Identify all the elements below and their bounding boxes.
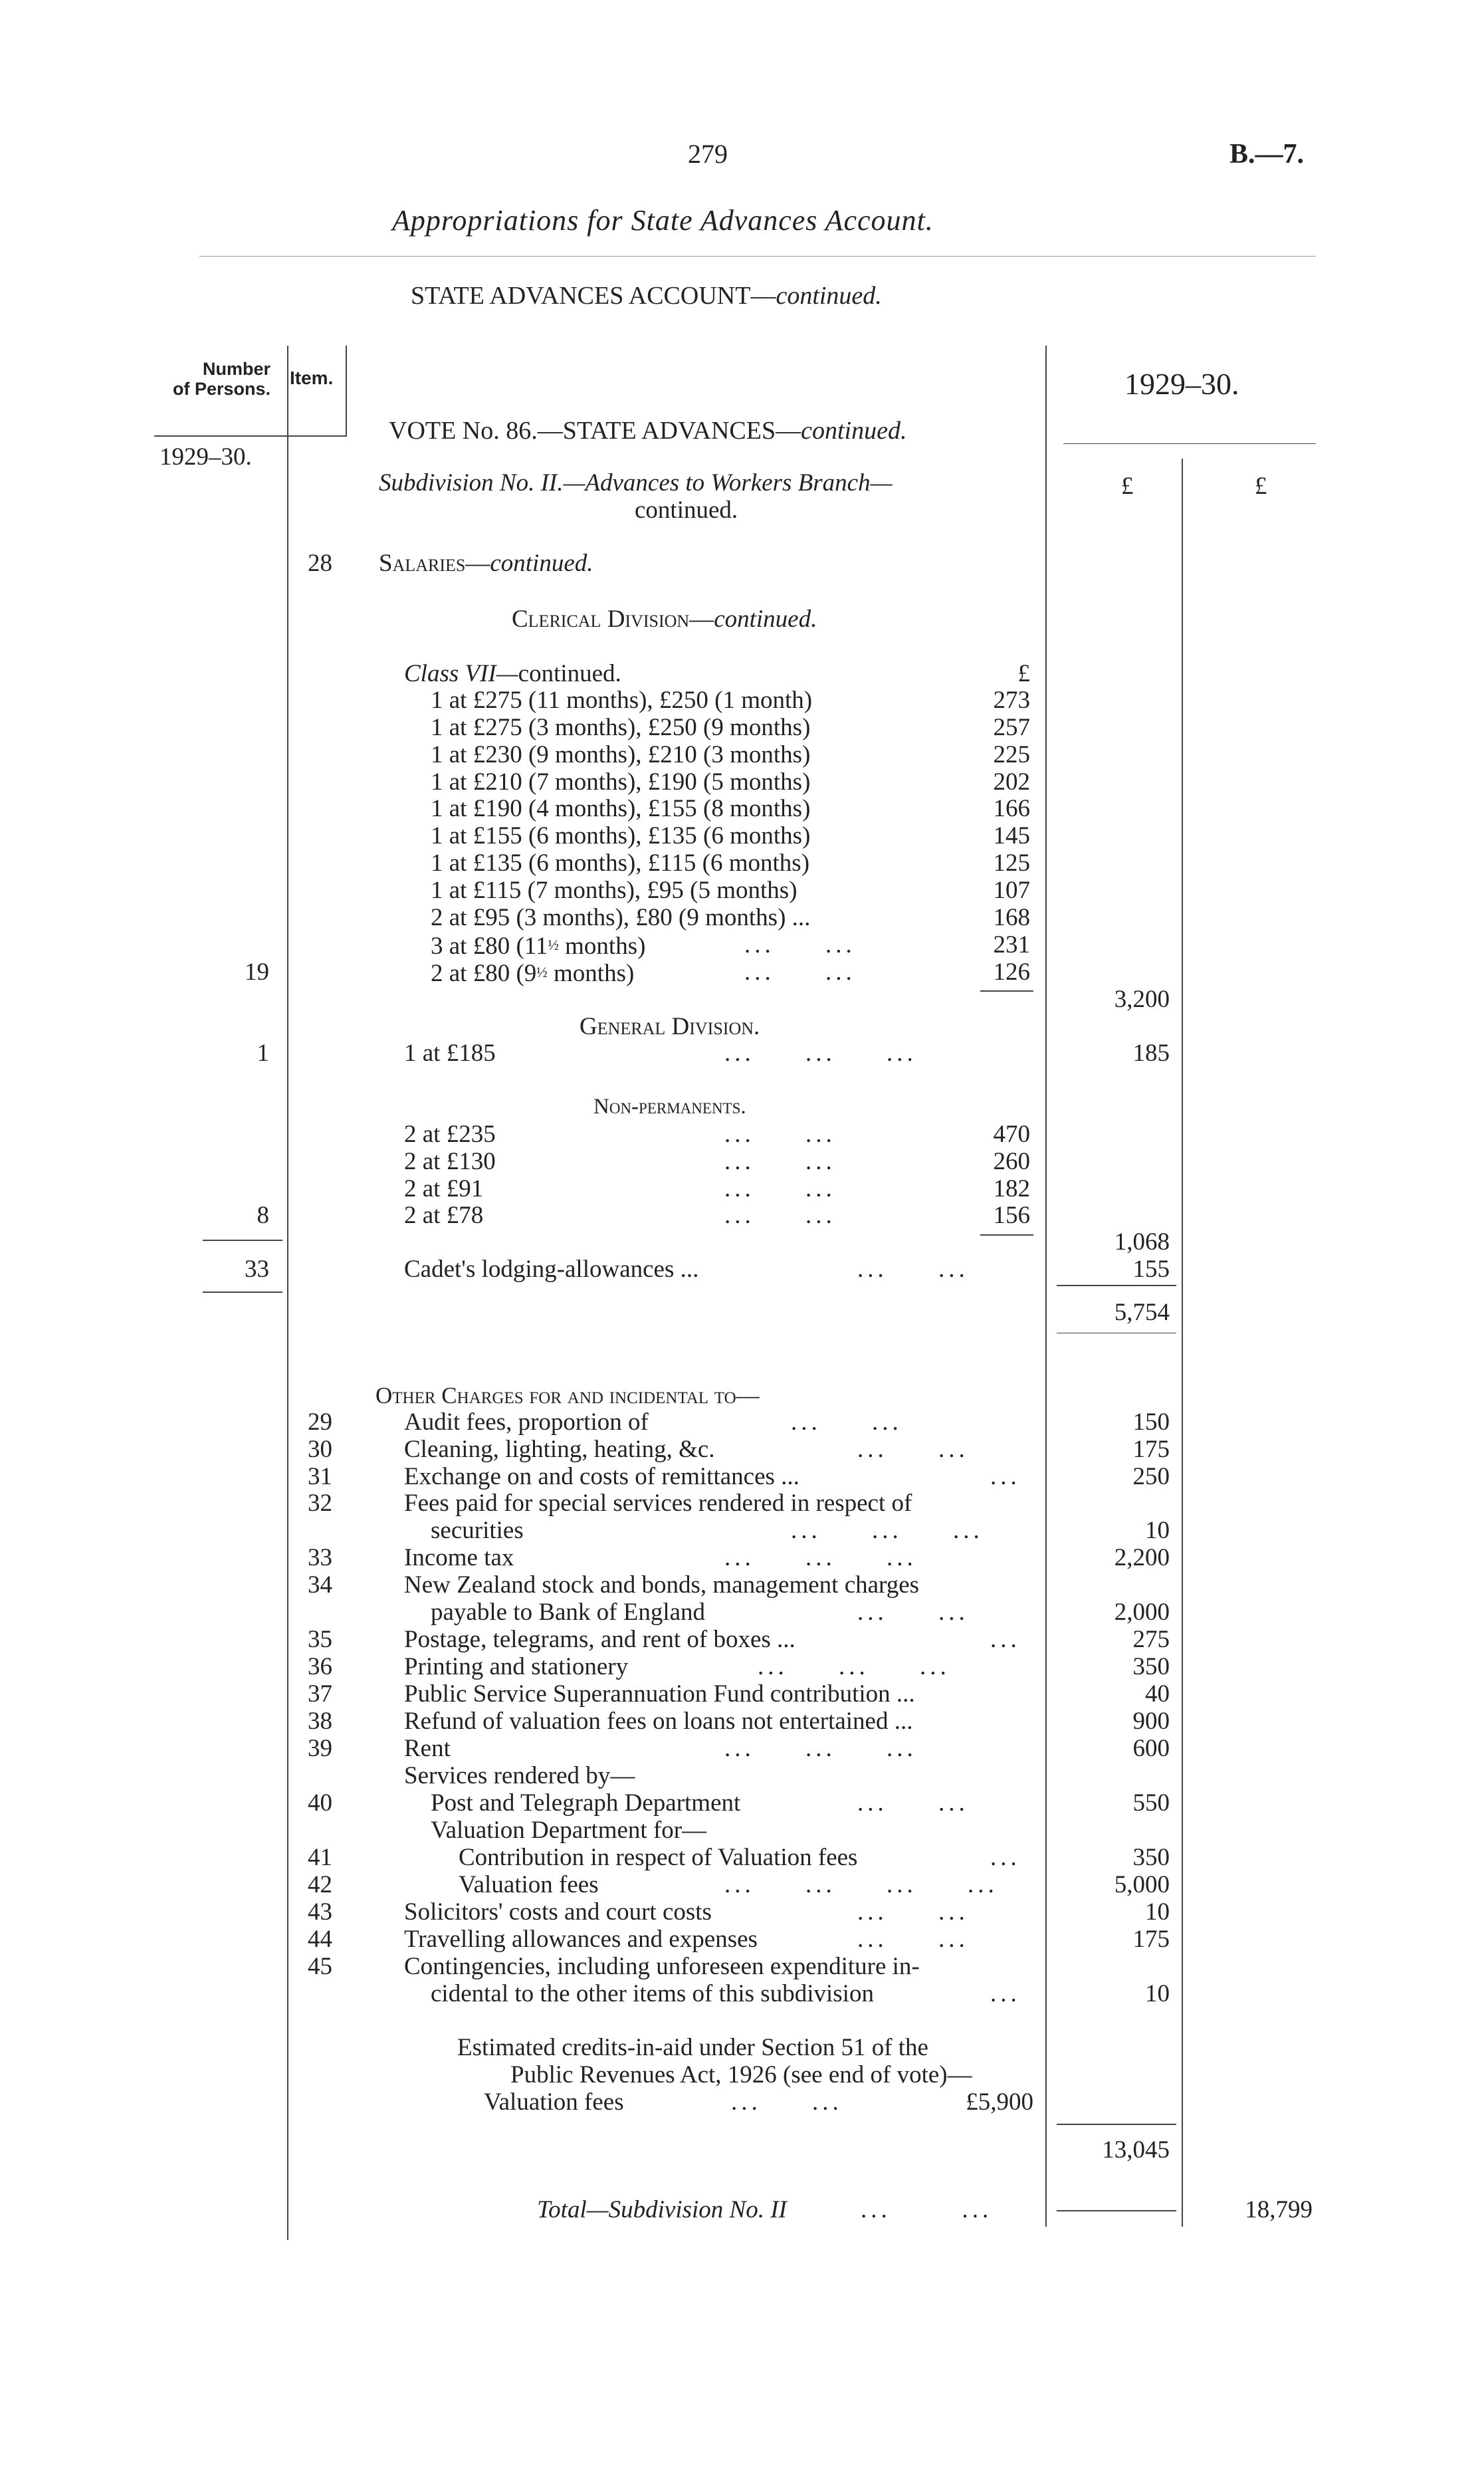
item-header: Item.	[290, 368, 334, 388]
vote-title	[389, 417, 906, 444]
charge-value: 150	[1132, 1408, 1170, 1436]
class-row-text: 1 at £190 (4 months), £155 (8 months)	[431, 795, 811, 822]
persons-header	[154, 359, 270, 399]
class-row-tail: months)	[547, 960, 635, 987]
vote-title-suffix: continued.	[801, 417, 907, 445]
nonperm-row-text: 2 at £78	[404, 1202, 484, 1229]
class-currency: £	[1017, 660, 1030, 687]
clerical-heading	[512, 606, 817, 633]
clerical-heading-suffix: continued.	[714, 606, 817, 633]
persons-total-rule	[203, 1291, 282, 1293]
total-label: Total—Subdivision No. II	[537, 2196, 787, 2223]
charge-value: 10	[1145, 1517, 1170, 1544]
charge-item: 45	[308, 1953, 332, 1980]
document-reference: B.—7.	[1229, 139, 1305, 169]
credits-line3: Valuation fees	[484, 2088, 624, 2116]
dot-leader: ...	[990, 1463, 1021, 1490]
dot-leader: ... ... ...	[758, 1653, 950, 1680]
persons-year: 1929–30.	[159, 443, 252, 471]
charge-item: 37	[308, 1680, 332, 1708]
dot-leader: ... ...	[857, 1599, 969, 1626]
class-heading	[404, 661, 621, 687]
charge-value: 10	[1145, 1898, 1170, 1926]
charge-text: Fees paid for special services rendered in respect of	[404, 1490, 912, 1517]
persons-header-line2: of Persons.	[172, 379, 270, 399]
charge-text: Travelling allowances and expenses	[404, 1926, 758, 1953]
class-row-text: 1 at £115 (7 months), £95 (5 months)	[431, 877, 797, 904]
class-total: 3,200	[1114, 986, 1170, 1013]
dot-leader: ... ...	[744, 931, 856, 958]
account-title-prefix: STATE ADVANCES ACCOUNT—	[411, 282, 776, 310]
class-row-text: 2 at £95 (3 months), £80 (9 months) ...	[431, 904, 811, 931]
dot-leader: ... ...	[724, 1148, 836, 1175]
charge-value: 175	[1132, 1436, 1170, 1463]
class-row-fraction: ½	[548, 937, 559, 953]
charge-item: 40	[308, 1789, 332, 1817]
dot-leader: ... ... ...	[724, 1735, 917, 1762]
charge-text: Contribution in respect of Valuation fees	[459, 1844, 858, 1871]
title-rule	[199, 256, 1316, 257]
nonperm-row-value: 260	[993, 1148, 1030, 1175]
dot-leader: ...	[990, 1626, 1021, 1653]
charge-value: 275	[1132, 1626, 1170, 1653]
dot-leader: ... ...	[731, 2088, 843, 2116]
dot-leader: ... ...	[724, 1121, 836, 1148]
page-number: 279	[688, 139, 728, 169]
dot-leader: ... ... ...	[791, 1517, 984, 1544]
charge-continuation: cidental to the other items of this subdivision	[431, 1980, 874, 2007]
dot-leader: ... ...	[857, 1926, 969, 1953]
credits-value: £5,900	[966, 2088, 1033, 2116]
charge-item: 33	[308, 1544, 332, 1571]
class-row-text: 1 at £135 (6 months), £115 (6 months)	[431, 849, 810, 877]
dot-leader: ...	[990, 1980, 1021, 2007]
class-row-fraction-line	[431, 932, 645, 960]
nonperm-subtotal-rule	[980, 1234, 1033, 1236]
class-row-value: 231	[993, 931, 1030, 958]
class-row-value: 273	[993, 687, 1030, 714]
class-row-text: 1 at £210 (7 months), £190 (5 months)	[431, 768, 811, 796]
general-persons: 1	[257, 1040, 269, 1067]
class-row-text: 1 at £275 (3 months), £250 (9 months)	[431, 714, 811, 741]
other-charges-total-rule	[1057, 2124, 1176, 2125]
class-row-text: 1 at £275 (11 months), £250 (1 month)	[431, 687, 813, 714]
salaries-heading-prefix: Salaries—	[379, 550, 490, 577]
class-row-value: 125	[993, 849, 1030, 877]
class-row-value: 126	[993, 958, 1030, 986]
class-row-text: 2 at £80 (9	[431, 960, 537, 987]
nonperm-row-text: 2 at £91	[404, 1175, 484, 1202]
dot-leader: ... ...	[857, 1256, 969, 1283]
salaries-heading	[379, 550, 593, 577]
persons-header-rule	[154, 435, 347, 437]
charge-continuation: payable to Bank of England	[431, 1599, 706, 1626]
charge-text: Exchange on and costs of remittances ...	[404, 1463, 799, 1490]
persons-header-line1: Number	[202, 359, 270, 379]
charge-item: 42	[308, 1871, 332, 1898]
charge-value: 600	[1132, 1735, 1170, 1762]
credits-line2: Public Revenues Act, 1926 (see end of vote)—	[510, 2061, 972, 2088]
class-row-text: 1 at £155 (6 months), £135 (6 months)	[431, 822, 811, 849]
total-rule	[1057, 2210, 1176, 2211]
salaries-item: 28	[308, 550, 332, 577]
charge-item: 36	[308, 1653, 332, 1680]
cadet-value: 155	[1132, 1256, 1170, 1283]
charge-text: Audit fees, proportion of	[404, 1408, 649, 1436]
dot-leader: ... ...	[724, 1202, 836, 1229]
nonperm-row-value: 156	[993, 1202, 1030, 1229]
page-title: Appropriations for State Advances Account.	[392, 204, 934, 237]
class-row-value: 166	[993, 795, 1030, 822]
dot-leader: ... ...	[857, 1436, 969, 1463]
dot-leader: ... ...	[857, 1789, 969, 1817]
dot-leader: ...	[990, 1844, 1021, 1871]
dot-leader: ... ... ... ...	[724, 1871, 998, 1898]
charge-value: 250	[1132, 1463, 1170, 1490]
charge-item: 41	[308, 1844, 332, 1871]
salaries-total: 5,754	[1114, 1299, 1170, 1326]
charge-item: 44	[308, 1926, 332, 1953]
charge-text: Printing and stationery	[404, 1653, 629, 1680]
charge-value: 350	[1132, 1653, 1170, 1680]
dot-leader: ... ...	[857, 1898, 969, 1926]
persons-subtotal-rule	[203, 1240, 282, 1241]
class-row-text: 1 at £230 (9 months), £210 (3 months)	[431, 741, 811, 768]
valuation-heading: Valuation Department for—	[431, 1817, 707, 1844]
dot-leader: ... ...	[861, 2196, 993, 2223]
dot-leader: ... ...	[744, 958, 856, 986]
credits-line1: Estimated credits-in-aid under Section 51 of the	[457, 2034, 928, 2061]
year-header: 1929–30.	[1124, 367, 1239, 401]
nonperm-total: 1,068	[1114, 1228, 1170, 1256]
other-charges-heading: Other Charges for and incidental to—	[375, 1383, 760, 1408]
other-charges-total: 13,045	[1102, 2136, 1170, 2164]
charge-value: 2,000	[1114, 1599, 1170, 1626]
class-row-value: 225	[993, 741, 1030, 768]
charge-text: Valuation fees	[459, 1871, 599, 1898]
charge-value: 10	[1145, 1980, 1170, 2007]
account-title-suffix: continued.	[776, 282, 882, 310]
class-row-tail: months)	[558, 933, 646, 960]
charge-text: New Zealand stock and bonds, management charges	[404, 1571, 920, 1599]
services-heading: Services rendered by—	[404, 1762, 635, 1789]
general-total: 185	[1132, 1040, 1170, 1067]
charge-item: 38	[308, 1708, 332, 1735]
charge-value: 900	[1132, 1708, 1170, 1735]
charge-item: 34	[308, 1571, 332, 1599]
charge-item: 43	[308, 1898, 332, 1926]
charge-value: 350	[1132, 1844, 1170, 1871]
subdivision-title: Subdivision No. II.—Advances to Workers Branch—	[379, 469, 893, 497]
total-value: 18,799	[1245, 2196, 1313, 2223]
account-title	[411, 282, 882, 309]
charge-item: 29	[308, 1408, 332, 1436]
dot-leader: ... ... ...	[724, 1040, 917, 1067]
amount-col-mid-rule	[1182, 459, 1183, 2227]
general-text: 1 at £185	[404, 1040, 496, 1067]
class-heading-suffix: continued.	[518, 660, 621, 687]
cadet-text: Cadet's lodging-allowances ...	[404, 1256, 699, 1283]
nonperm-row-text: 2 at £235	[404, 1121, 496, 1148]
dot-leader: ... ...	[791, 1408, 902, 1436]
salaries-heading-suffix: continued.	[490, 550, 593, 577]
charge-text: Refund of valuation fees on loans not entertained ...	[404, 1708, 913, 1735]
charge-value: 550	[1132, 1789, 1170, 1817]
class-heading-prefix: Class VII—	[404, 660, 518, 687]
nonperm-row-value: 182	[993, 1175, 1030, 1202]
charge-item: 30	[308, 1436, 332, 1463]
class-row-fraction-line	[431, 959, 634, 987]
charge-text: Rent	[404, 1735, 451, 1762]
nonperm-row-text: 2 at £130	[404, 1148, 496, 1175]
charge-text: Contingencies, including unforeseen expenditure in-	[404, 1953, 920, 1980]
charge-item: 31	[308, 1463, 332, 1490]
charge-text: Postage, telegrams, and rent of boxes ...	[404, 1626, 795, 1653]
class-row-value: 107	[993, 877, 1030, 904]
charge-text: Post and Telegraph Department	[431, 1789, 741, 1817]
year-header-rule	[1063, 443, 1316, 444]
charge-value: 2,200	[1114, 1544, 1170, 1571]
class-row-fraction: ½	[536, 964, 548, 980]
currency-left: £	[1121, 473, 1134, 500]
class-row-value: 168	[993, 904, 1030, 931]
class-row-value: 202	[993, 768, 1030, 796]
persons-total: 33	[245, 1256, 269, 1283]
class-subtotal-rule	[980, 990, 1033, 992]
currency-right: £	[1255, 473, 1267, 500]
nonperm-heading: Non-permanents.	[593, 1095, 746, 1119]
item-col-right-rule	[346, 346, 347, 435]
charge-value: 175	[1132, 1926, 1170, 1953]
item-col-left-rule	[287, 346, 288, 2240]
salaries-total-rule	[1057, 1285, 1176, 1286]
general-heading: General Division.	[580, 1013, 760, 1040]
nonperm-persons: 8	[257, 1202, 269, 1229]
charge-text: Income tax	[404, 1544, 514, 1571]
class-row-value: 145	[993, 822, 1030, 849]
clerical-heading-prefix: Clerical Division—	[512, 606, 714, 633]
charge-text: Solicitors' costs and court costs	[404, 1898, 712, 1926]
class-row-text: 3 at £80 (11	[431, 933, 548, 960]
class-row-value: 257	[993, 714, 1030, 741]
charge-value: 40	[1145, 1680, 1170, 1708]
charge-item: 35	[308, 1626, 332, 1653]
dot-leader: ... ...	[724, 1175, 836, 1202]
charge-continuation: securities	[431, 1517, 524, 1544]
charge-text: Public Service Superannuation Fund contribution ...	[404, 1680, 915, 1708]
subdivision-continued: continued.	[635, 497, 738, 524]
charge-value: 5,000	[1114, 1871, 1170, 1898]
charge-item: 39	[308, 1735, 332, 1762]
vote-title-prefix: VOTE No. 86.—STATE ADVANCES—	[389, 417, 801, 445]
charge-item: 32	[308, 1490, 332, 1517]
amount-col-left-rule	[1045, 346, 1047, 2227]
charge-text: Cleaning, lighting, heating, &c.	[404, 1436, 715, 1463]
nonperm-row-value: 470	[993, 1121, 1030, 1148]
dot-leader: ... ... ...	[724, 1544, 917, 1571]
class-persons: 19	[245, 958, 269, 986]
